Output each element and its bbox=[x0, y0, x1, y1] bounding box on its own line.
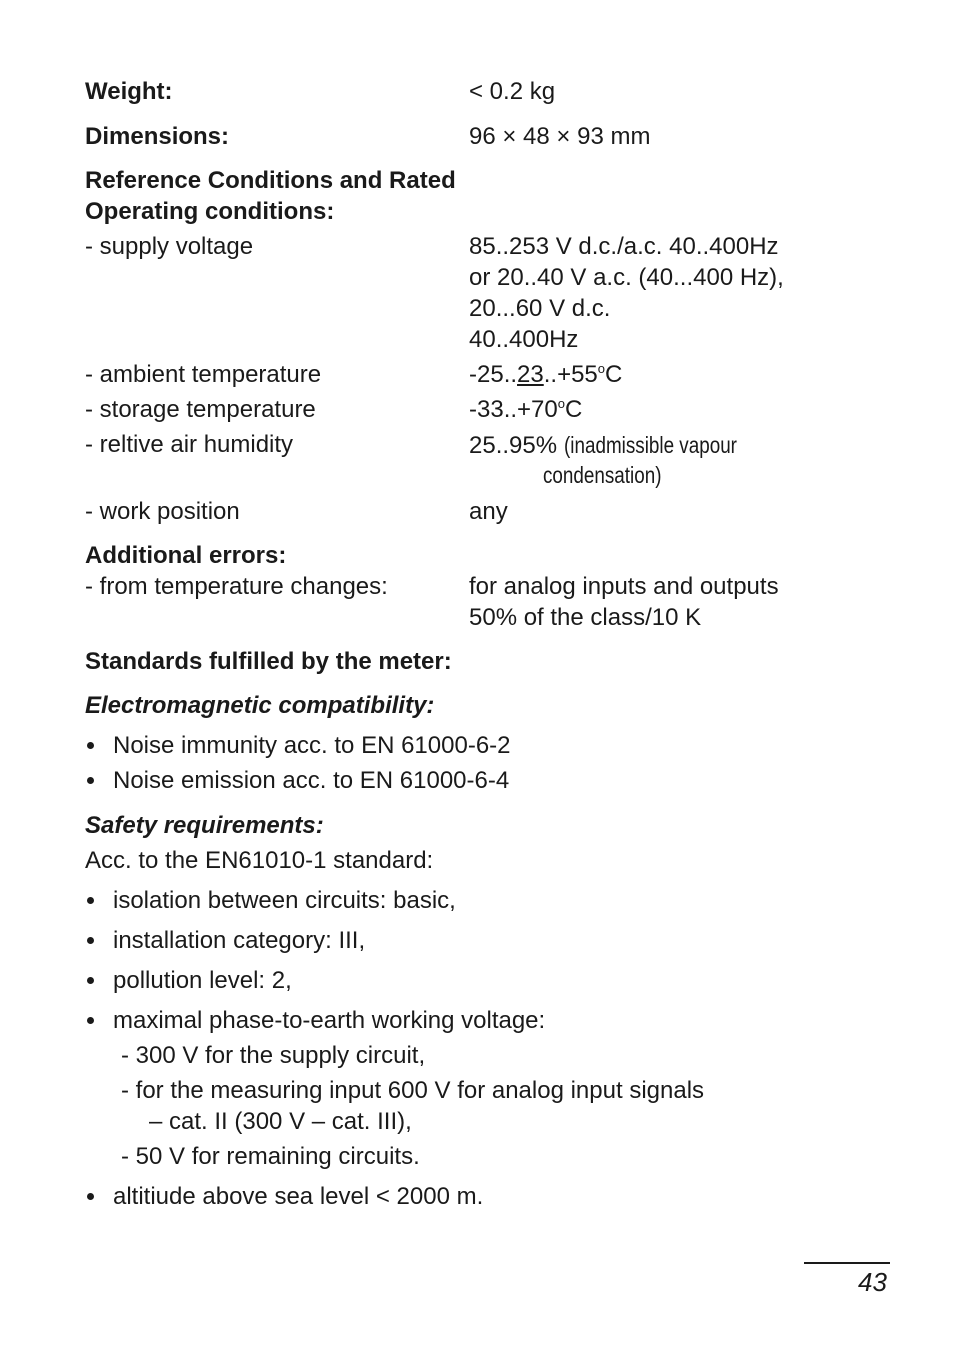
bullet-icon bbox=[87, 1017, 94, 1024]
reference-heading-line2: Operating conditions: bbox=[85, 198, 335, 225]
voltage-sub-item-continuation: – cat. II (300 V – cat. III), bbox=[149, 1108, 412, 1135]
list-item: pollution level: 2, bbox=[113, 967, 292, 994]
bullet-icon bbox=[87, 897, 94, 904]
humidity-value: 25..95% (inadmissible vapour bbox=[469, 432, 737, 459]
weight-label: Weight: bbox=[85, 78, 173, 105]
list-item: installation category: III, bbox=[113, 927, 366, 954]
page-number-rule bbox=[804, 1262, 890, 1264]
safety-intro: Acc. to the EN61010-1 standard: bbox=[85, 847, 434, 874]
safety-heading: Safety requirements: bbox=[85, 812, 324, 839]
supply-voltage-value-line: or 20..40 V a.c. (40...400 Hz), bbox=[469, 264, 784, 291]
voltage-sub-item: - for the measuring input 600 V for analog input signals bbox=[121, 1077, 705, 1104]
bullet-icon bbox=[87, 977, 94, 984]
reference-temperature: 23 bbox=[517, 361, 544, 388]
temperature-changes-value-line: 50% of the class/10 K bbox=[469, 604, 702, 631]
standards-heading: Standards fulfilled by the meter: bbox=[85, 648, 452, 675]
work-position-label: - work position bbox=[85, 498, 240, 525]
humidity-note: (inadmissible vapour bbox=[563, 432, 737, 458]
supply-voltage-value-line: 40..400Hz bbox=[469, 326, 579, 353]
dimensions-value: 96 × 48 × 93 mm bbox=[469, 123, 651, 150]
bullet-icon bbox=[87, 777, 94, 784]
ambient-temperature-value: $-25..23..+55^oC$ bbox=[469, 361, 623, 388]
degree-symbol: o bbox=[597, 361, 606, 376]
weight-value: < 0.2 kg bbox=[469, 78, 556, 105]
list-item: maximal phase-to-earth working voltage: bbox=[113, 1007, 546, 1034]
page-number: 43 bbox=[858, 1267, 887, 1297]
additional-errors-heading: Additional errors: bbox=[85, 542, 287, 569]
reference-heading-line1: Reference Conditions and Rated bbox=[85, 167, 456, 194]
temperature-changes-label: - from temperature changes: bbox=[85, 573, 388, 600]
storage-temperature-label: - storage temperature bbox=[85, 396, 316, 423]
supply-voltage-value-line: 20...60 V d.c. bbox=[469, 295, 611, 322]
bullet-icon bbox=[87, 1193, 94, 1200]
work-position-value: any bbox=[469, 498, 508, 525]
list-item: Noise immunity acc. to EN 61000-6-2 bbox=[113, 732, 511, 759]
voltage-sub-item: - 300 V for the supply circuit, bbox=[121, 1042, 426, 1069]
degree-symbol: o bbox=[557, 396, 565, 411]
list-item: Noise emission acc. to EN 61000-6-4 bbox=[113, 767, 510, 794]
dimensions-label: Dimensions: bbox=[85, 123, 230, 150]
ambient-temperature-label: - ambient temperature bbox=[85, 361, 322, 388]
emc-heading: Electromagnetic compatibility: bbox=[85, 692, 435, 719]
list-item: altitiude above sea level < 2000 m. bbox=[113, 1183, 484, 1210]
supply-voltage-label: - supply voltage bbox=[85, 233, 254, 260]
storage-temperature-value: $-33..+70^oC$ bbox=[469, 396, 583, 423]
humidity-label: - reltive air humidity bbox=[85, 431, 294, 458]
temperature-changes-value-line: for analog inputs and outputs bbox=[469, 573, 779, 600]
voltage-sub-item: - 50 V for remaining circuits. bbox=[121, 1143, 420, 1170]
humidity-note-line2: condensation) bbox=[543, 462, 662, 488]
supply-voltage-value-line: 85..253 V d.c./a.c. 40..400Hz bbox=[469, 233, 779, 260]
bullet-icon bbox=[87, 742, 94, 749]
bullet-icon bbox=[87, 937, 94, 944]
list-item: isolation between circuits: basic, bbox=[113, 887, 456, 914]
